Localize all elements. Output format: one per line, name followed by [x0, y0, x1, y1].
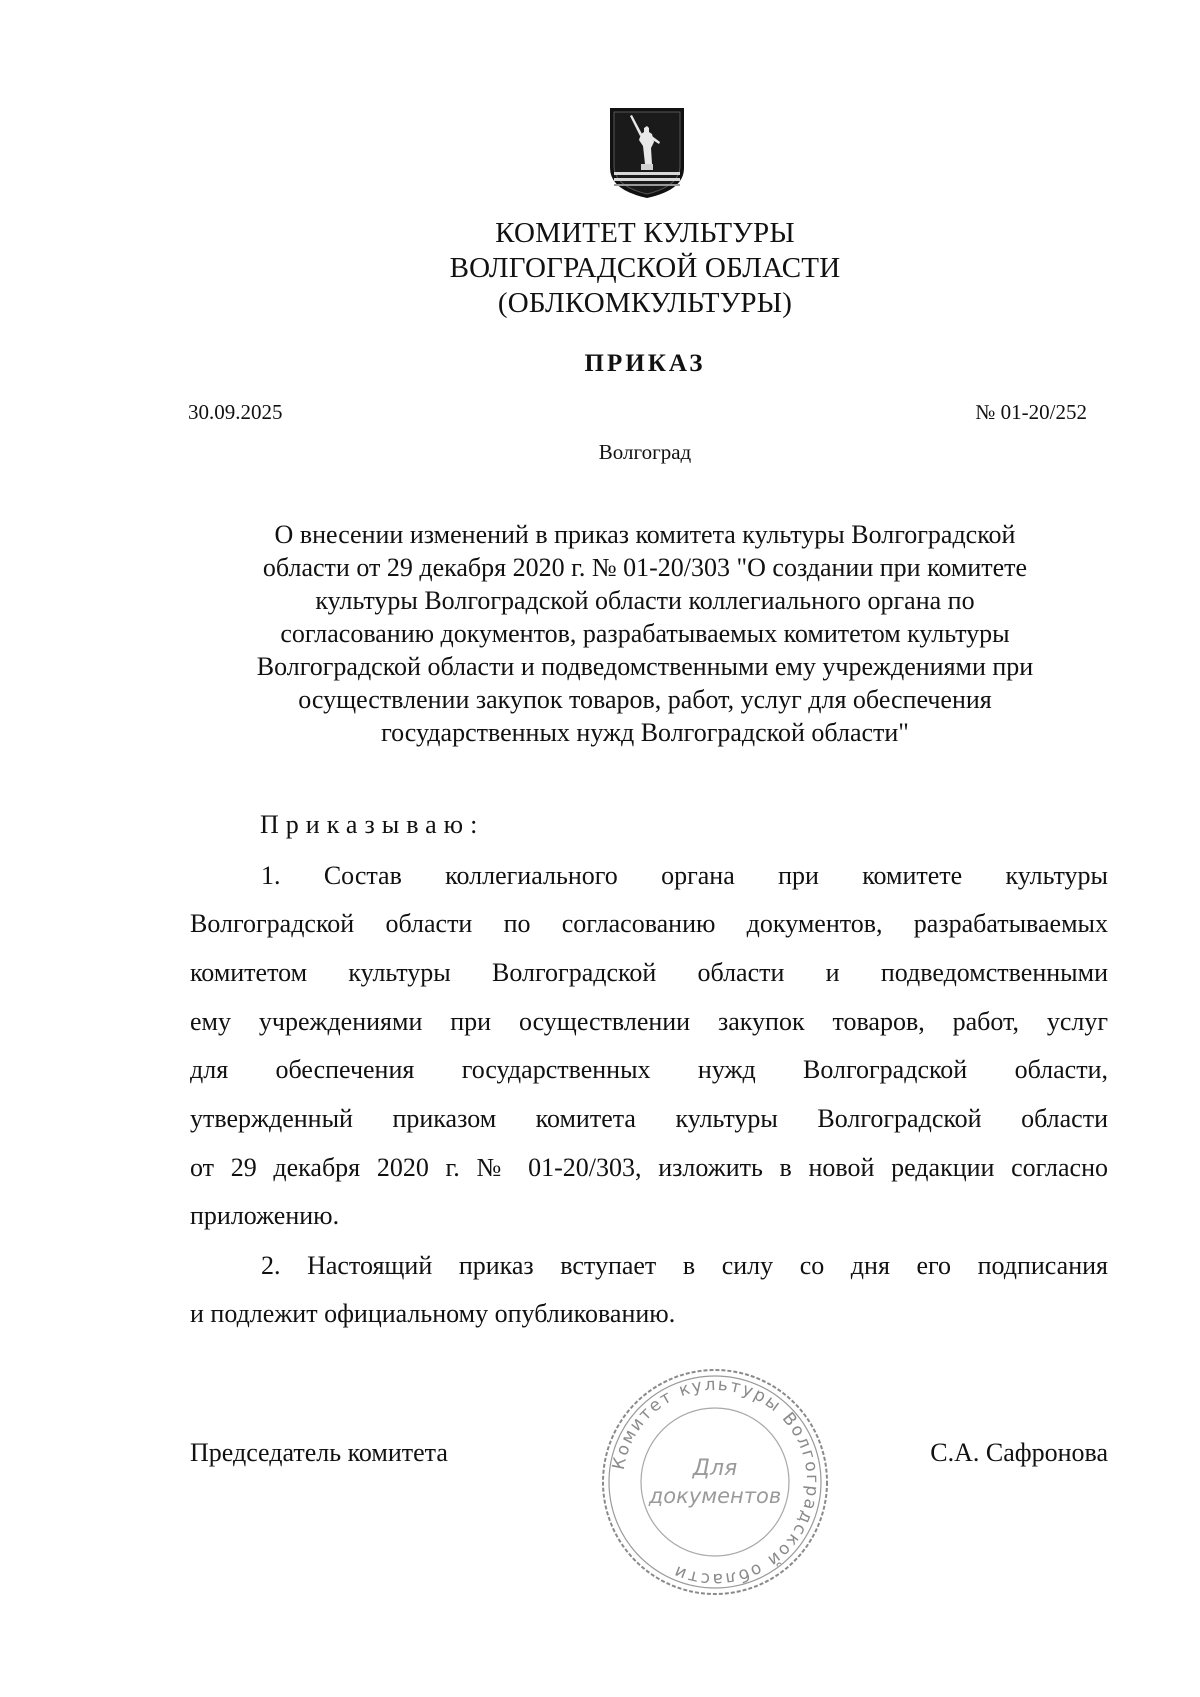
document-date: 30.09.2025 [188, 400, 283, 424]
document-number: № 01-20/252 [975, 400, 1087, 424]
volgograd-coat-of-arms-icon [608, 106, 686, 200]
title-line: О внесении изменений в приказ комитета культуры Волгоградской [274, 520, 1016, 549]
paragraph-1-line: Волгоградской области по согласованию документов, разрабатываемых [190, 909, 1108, 938]
seal-center-line-2: документов [648, 1484, 782, 1508]
title-line: области от 29 декабря 2020 г. № 01-20/303 "О создании при комитете [262, 553, 1028, 582]
paragraph-1-line: для обеспечения государственных нужд Волгоградской области, [190, 1055, 1108, 1084]
document-city: Волгоград [598, 440, 692, 464]
official-seal-stamp [598, 1365, 832, 1599]
paragraph-2-line: 2. Настоящий приказ вступает в силу со дня его подписания [261, 1251, 1108, 1280]
paragraph-1-line: от 29 декабря 2020 г. № 01-20/303, изложить в новой редакции согласно [190, 1153, 1108, 1182]
org-name-line-2: ВОЛГОГРАДСКОЙ ОБЛАСТИ [449, 252, 841, 284]
paragraph-1-line: утвержденный приказом комитета культуры Волгоградской области [190, 1104, 1108, 1133]
org-short-name: (ОБЛКОМКУЛЬТУРЫ) [497, 287, 793, 319]
document-type: ПРИКАЗ [584, 350, 706, 377]
paragraph-1-line: приложению. [190, 1201, 340, 1230]
title-line: согласованию документов, разрабатываемых комитетом культуры [280, 619, 1010, 648]
document-title [210, 518, 1080, 749]
title-line: Волгоградской области и подведомственными ему учреждениями при [256, 652, 1034, 681]
paragraph-1-line: 1. Состав коллегиального органа при комитете культуры [261, 861, 1108, 890]
title-line: культуры Волгоградской области коллегиального органа по [315, 586, 975, 615]
title-line: осуществлении закупок товаров, работ, услуг для обеспечения [298, 685, 992, 714]
title-line: государственных нужд Волгоградской области" [381, 718, 909, 747]
paragraph-1-line: ему учреждениями при осуществлении закупок товаров, работ, услуг [190, 1007, 1108, 1036]
signer-name: С.А. Сафронова [930, 1438, 1108, 1467]
paragraph-1-line: комитетом культуры Волгоградской области и подведомственными [190, 958, 1108, 987]
seal-center-line-1: Для [692, 1456, 738, 1481]
org-name-line-1: КОМИТЕТ КУЛЬТУРЫ [495, 217, 795, 249]
seal-ring-text: Комитет культуры Волгоградской области [608, 1374, 823, 1590]
signer-position: Председатель комитета [190, 1438, 448, 1467]
order-directive: Приказываю: [260, 810, 485, 839]
paragraph-2-line: и подлежит официальному опубликованию. [190, 1299, 676, 1328]
